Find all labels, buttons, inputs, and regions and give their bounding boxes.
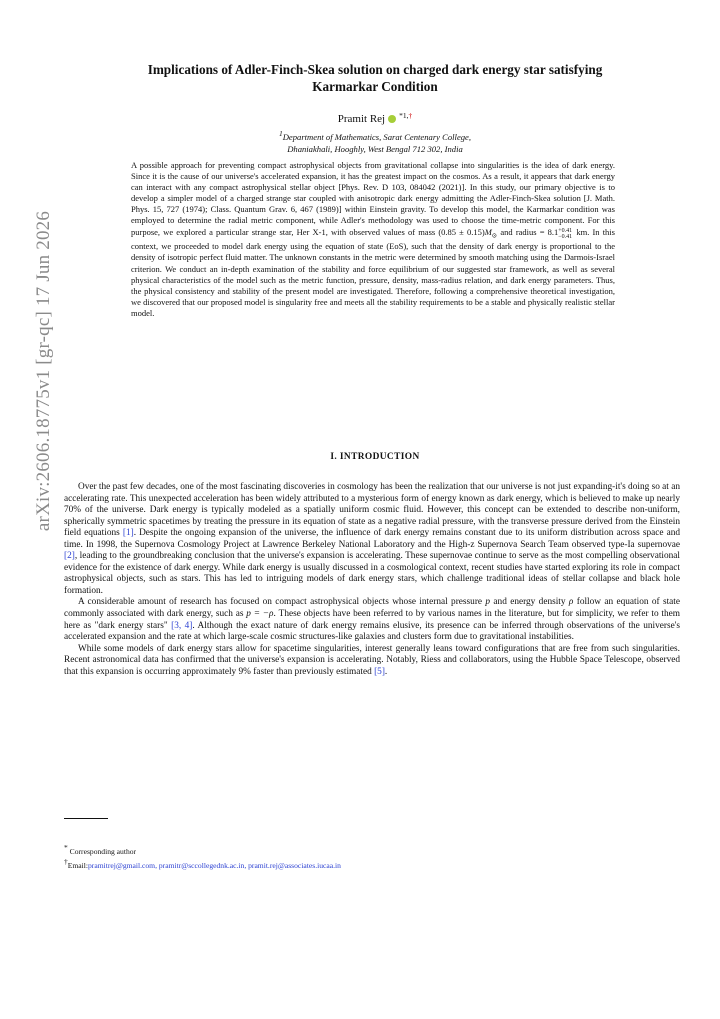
author-name: Pramit Rej [337, 113, 386, 125]
title-line-1: Implications of Adler-Finch-Skea solution on charged dark energy star satisfying [147, 62, 603, 77]
citation-link[interactable]: [2] [64, 551, 75, 562]
citation-link[interactable]: [1] [122, 528, 134, 539]
affiliation [120, 128, 630, 155]
title-line-2: Karmarkar Condition [312, 78, 438, 94]
arxiv-identifier-stamp: arXiv:2606.18775v1 [gr-qc] 17 Jun 2026 [33, 210, 54, 532]
intro-paragraph-3: While some models of dark energy stars allow for spacetime singularities, interest generally leans toward configurations that are free from such singularities. Recent astronomical data has confirmed that the universe's expansion is accelerating. Notably, Riess and collaborators, using the Hubble Space Telescope, observed that this expansion is occurring approximately 9% faster than previously estimated [5]. [64, 643, 680, 677]
affiliation-line-1: 1Department of Mathematics, Sarat Centenary College, [278, 129, 472, 142]
author-markers: *1,† [399, 111, 413, 120]
solar-mass-symbol: M [484, 226, 492, 237]
abstract: A possible approach for preventing compact astrophysical objects from gravitational collapse into singularities is the idea of dark energy. Since it is the cause of our universe's accelerated expansion, it has the greatest impact on the cosmos. As a result, it appears that dark energy can interact with any compact astrophysical stellar object [Phys. Rev. D 103, 084042 (2021)]. In this study, our primary objective is to develop a simpler model of a charged strange star coupled with anisotropic dark energy admitting the Adler-Finch-Skea solution [J. Math. Phys. 15, 727 (1974); Class. Quantum Grav. 6, 467 (1989)] within Einstein gravity. To develop this model, the Karmarkar condition was employed to determine the radial metric component, while Adler's methodology was used to choose the time-metric component. For this purpose, we explored a particular strange star, Her X-1, with observed values of mass $(0.85 \pm 0.15)M_⊙$ and radius = 8.1 +0.41 −0.41 km. In this context, we proceeded to model dark energy using the equation of state (EoS), such that the density of dark energy is proportional to the density of isotropic perfect fluid matter. The unknown constants in the metric were determined by smooth matching using the Darmois-Israel criterion. We conduct an in-depth examination of the stability and force equilibrium of our suggested star framework, as well as several physical characteristics of the model such as the metric function, pressure, density, mass-radius relation, and dark energy parameters. Thus, the physical consistency and stability of the present model are investigated. Therefore, following a comprehensive theoretical investigation, we discovered that our proposed model is singularity free and meets all the stability requirements to be a stable and physically realistic stellar model. [131, 160, 615, 318]
citation-link[interactable]: [3, 4] [171, 620, 193, 631]
orcid-icon[interactable] [388, 115, 396, 123]
citation-link[interactable]: [5] [374, 666, 385, 677]
affiliation-line-2: Dhaniakhali, Hooghly, West Bengal 712 302, India [287, 144, 463, 154]
intro-paragraph-1: Over the past few decades, one of the most fascinating discoveries in cosmology has been the realization that our universe is not just expanding-it's doing so at an accelerating rate. This unexpected acceleration has been widely attributed to a mysterious form of energy known as dark energy, which is believed to make up nearly 70% of the universe. Dark energy is typically modeled as a spatially uniform cosmic fluid. However, this concept can be extended to describe non-uniform, spherically symmetric spacetimes by treating the pressure in its equation of state as a negative radial pressure, with the transverse pressure derived from the Einstein field equations [1]. Despite the ongoing expansion of the universe, the influence of dark energy remains constant due to its uniform distribution across space and time. In 1998, the Supernova Cosmology Project at Lawrence Berkeley National Laboratory and the High-z Supernova Search Team observed type-Ia supernovae [2], leading to the groundbreaking conclusion that the universe's expansion is accelerating. These supernovae continue to serve as the most compelling observational evidence for the existence of dark energy. While dark energy is usually discussed in a cosmological context, recent studies have started exploring its role in compact astrophysical objects, such as stars. This has led to intriguing models of dark energy stars, which challenge traditional ideas of stellar collapse and black hole formation. [64, 482, 680, 596]
dagger-link[interactable]: † [408, 111, 413, 120]
footnote-email: †Email:pramitrej@gmail.com, pramitr@sccollegednk.ac.in, pramit.rej@associates.iucaa.in [64, 857, 341, 870]
author-line [70, 111, 680, 125]
footnote-divider [64, 818, 108, 819]
footnote-corresponding-author: * Corresponding author [64, 843, 137, 856]
section-heading-introduction: I. INTRODUCTION [330, 452, 420, 462]
introduction-body [64, 482, 680, 678]
intro-paragraph-2: A considerable amount of research has focused on compact astrophysical objects whose internal pressure p and energy density ρ follow an equation of state commonly associated with dark energy, such as p = −ρ. These objects have been referred to by various names in the literature, but for simplicity, we refer to them here as "dark energy stars" [3, 4]. Although the exact nature of dark energy remains elusive, its presence can be inferred through observations of the universe's accelerated expansion and the rate at which large-scale cosmic structures-like galaxies and clusters form due to gravitational instabilities. [64, 597, 681, 643]
email-links[interactable]: pramitrej@gmail.com, pramitr@sccollegednk.ac.in, pramit.rej@associates.iucaa.in [88, 861, 341, 870]
radius-error-bounds: +0.41 −0.41 [558, 227, 573, 240]
paper-title [70, 62, 680, 95]
footnotes [64, 843, 680, 871]
